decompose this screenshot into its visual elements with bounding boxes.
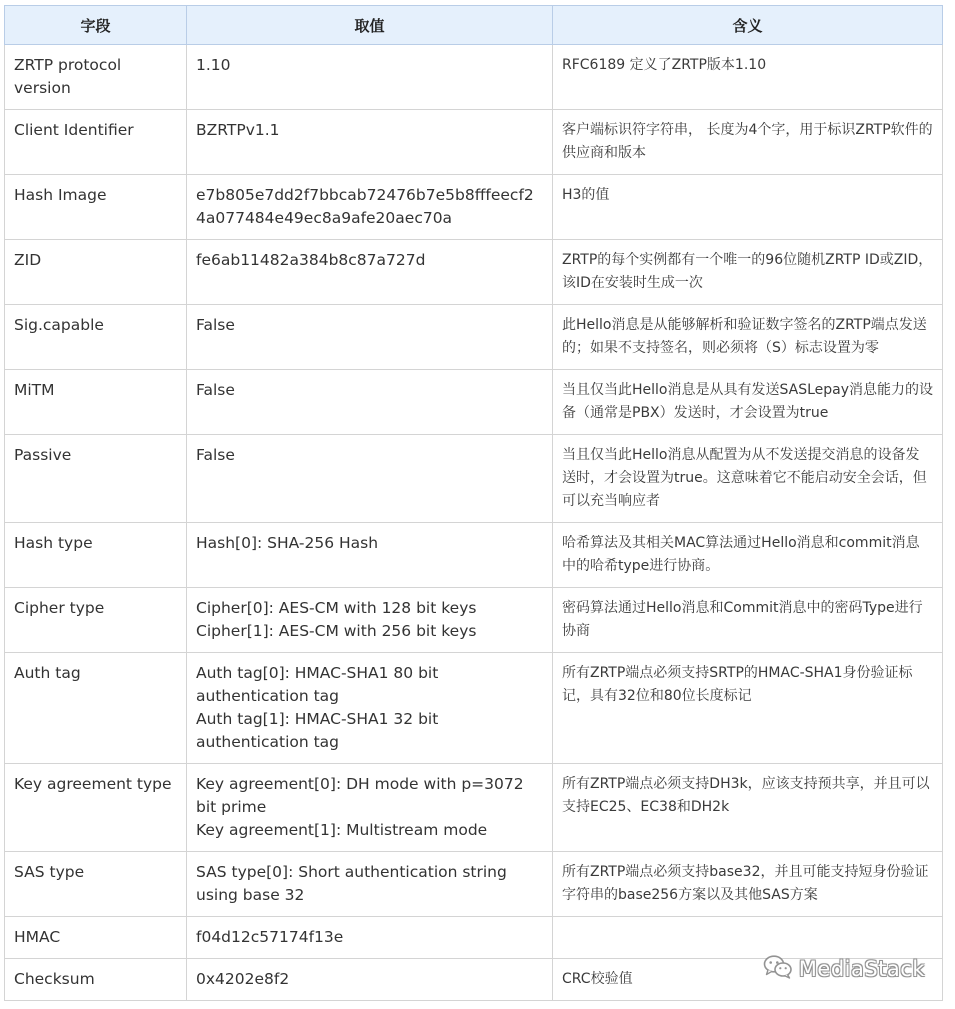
cell-meaning: 所有ZRTP端点必须支持SRTP的HMAC-SHA1身份验证标记，具有32位和80位长度标记 bbox=[553, 653, 943, 764]
cell-field: ZRTP protocol version bbox=[5, 45, 187, 110]
cell-meaning: 所有ZRTP端点必须支持base32，并且可能支持短身份验证字符串的base256方案以及其他SAS方案 bbox=[553, 852, 943, 917]
cell-meaning: 客户端标识符字符串， 长度为4个字，用于标识ZRTP软件的供应商和版本 bbox=[553, 110, 943, 175]
cell-meaning: ZRTP的每个实例都有一个唯一的96位随机ZRTP ID或ZID， 该ID在安装时生成一次 bbox=[553, 240, 943, 305]
table-row bbox=[5, 45, 943, 110]
cell-value bbox=[187, 305, 553, 370]
table-body bbox=[5, 45, 943, 1001]
cell-field: Client Identifier bbox=[5, 110, 187, 175]
cell-value bbox=[187, 45, 553, 110]
cell-field: Checksum bbox=[5, 959, 187, 1001]
cell-field: Hash type bbox=[5, 523, 187, 588]
cell-field: Passive bbox=[5, 435, 187, 523]
cell-value bbox=[187, 370, 553, 435]
cell-meaning: H3的值 bbox=[553, 175, 943, 240]
value-line: e7b805e7dd2f7bbcab72476b7e5b8fffeecf24a077484e49ec8a9afe20aec70a bbox=[196, 186, 534, 227]
cell-meaning: RFC6189 定义了ZRTP版本1.10 bbox=[553, 45, 943, 110]
value-line: 1.10 bbox=[196, 56, 231, 74]
value-line: False bbox=[196, 446, 235, 464]
value-line: BZRTPv1.1 bbox=[196, 121, 280, 139]
cell-value bbox=[187, 588, 553, 653]
table-row bbox=[5, 653, 943, 764]
cell-field: Sig.capable bbox=[5, 305, 187, 370]
value-line: False bbox=[196, 316, 235, 334]
cell-field: Key agreement type bbox=[5, 764, 187, 852]
header-meaning: 含义 bbox=[553, 6, 943, 45]
cell-value bbox=[187, 653, 553, 764]
table-row bbox=[5, 959, 943, 1001]
cell-meaning bbox=[553, 917, 943, 959]
value-line: False bbox=[196, 381, 235, 399]
cell-meaning: 密码算法通过Hello消息和Commit消息中的密码Type进行协商 bbox=[553, 588, 943, 653]
value-line: Key agreement[1]: Multistream mode bbox=[196, 821, 488, 839]
cell-meaning: 当且仅当此Hello消息从配置为从不发送提交消息的设备发送时，才会设置为true。这意味着它不能启动安全会话，但可以充当响应者 bbox=[553, 435, 943, 523]
cell-meaning: 哈希算法及其相关MAC算法通过Hello消息和commit消息中的哈希type进行协商。 bbox=[553, 523, 943, 588]
value-line: Cipher[1]: AES-CM with 256 bit keys bbox=[196, 622, 477, 640]
cell-meaning: 所有ZRTP端点必须支持DH3k，应该支持预共享，并且可以支持EC25、EC38和DH2k bbox=[553, 764, 943, 852]
table-header-row bbox=[5, 6, 943, 45]
value-line: fe6ab11482a384b8c87a727d bbox=[196, 251, 426, 269]
value-line: 0x4202e8f2 bbox=[196, 970, 290, 988]
table-row bbox=[5, 588, 943, 653]
cell-value bbox=[187, 435, 553, 523]
cell-field: ZID bbox=[5, 240, 187, 305]
value-line: Auth tag[0]: HMAC-SHA1 80 bit authentication tag bbox=[196, 664, 439, 705]
value-line: Hash[0]: SHA-256 Hash bbox=[196, 534, 379, 552]
value-line: f04d12c57174f13e bbox=[196, 928, 344, 946]
cell-field: Auth tag bbox=[5, 653, 187, 764]
table-row bbox=[5, 435, 943, 523]
table-row bbox=[5, 305, 943, 370]
cell-meaning: CRC校验值 bbox=[553, 959, 943, 1001]
table-row bbox=[5, 852, 943, 917]
value-line: Key agreement[0]: DH mode with p=3072 bit prime bbox=[196, 775, 524, 816]
cell-value bbox=[187, 917, 553, 959]
table-row bbox=[5, 240, 943, 305]
table-row bbox=[5, 370, 943, 435]
cell-value bbox=[187, 959, 553, 1001]
cell-value bbox=[187, 852, 553, 917]
value-line: SAS type[0]: Short authentication string using base 32 bbox=[196, 863, 507, 904]
watermark-text: MediaStack bbox=[798, 957, 925, 981]
cell-meaning: 此Hello消息是从能够解析和验证数字签名的ZRTP端点发送的；如果不支持签名，则必须将（S）标志设置为零 bbox=[553, 305, 943, 370]
table-row bbox=[5, 523, 943, 588]
table-row bbox=[5, 917, 943, 959]
cell-value bbox=[187, 764, 553, 852]
cell-value bbox=[187, 175, 553, 240]
table-row bbox=[5, 764, 943, 852]
header-value: 取值 bbox=[187, 6, 553, 45]
cell-field: Hash Image bbox=[5, 175, 187, 240]
cell-meaning: 当且仅当此Hello消息是从具有发送SASLepay消息能力的设备（通常是PBX）发送时，才会设置为true bbox=[553, 370, 943, 435]
cell-field: SAS type bbox=[5, 852, 187, 917]
cell-value bbox=[187, 523, 553, 588]
cell-field: Cipher type bbox=[5, 588, 187, 653]
header-field: 字段 bbox=[5, 6, 187, 45]
cell-field: HMAC bbox=[5, 917, 187, 959]
value-line: Auth tag[1]: HMAC-SHA1 32 bit authentication tag bbox=[196, 710, 439, 751]
table-row bbox=[5, 175, 943, 240]
zrtp-hello-fields-table bbox=[4, 5, 943, 1001]
cell-field: MiTM bbox=[5, 370, 187, 435]
value-line: Cipher[0]: AES-CM with 128 bit keys bbox=[196, 599, 477, 617]
cell-value bbox=[187, 240, 553, 305]
table-row bbox=[5, 110, 943, 175]
cell-value bbox=[187, 110, 553, 175]
